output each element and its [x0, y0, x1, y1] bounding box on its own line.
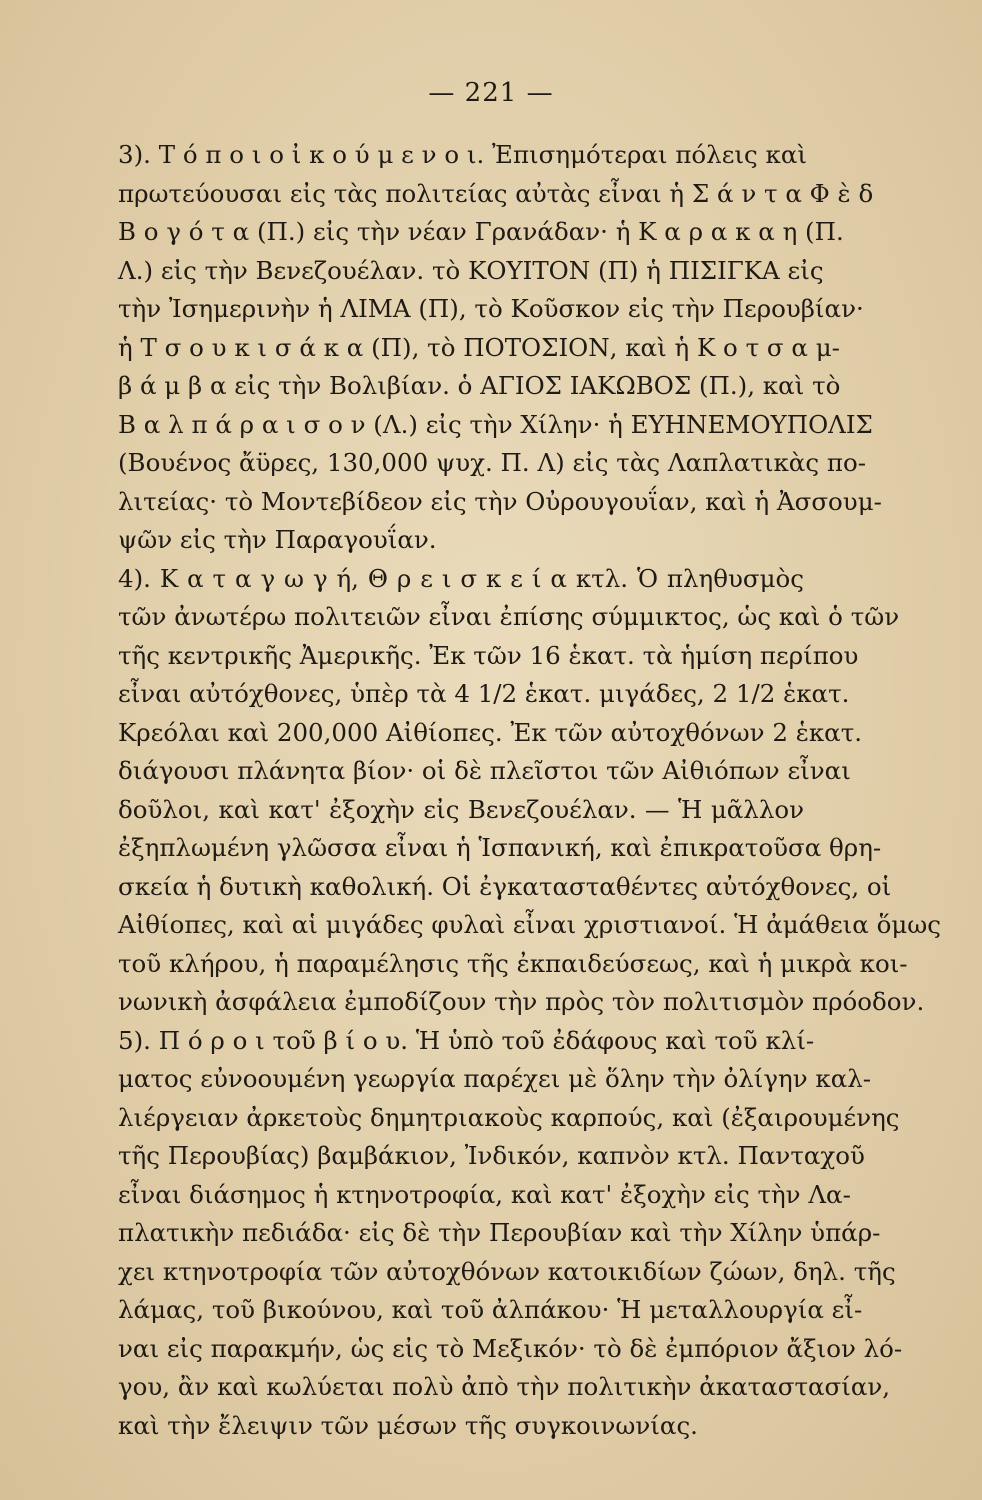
text-line: δοῦλοι, καὶ κατ' ἐξοχὴν εἰς Βενεζουέλαν. — Ἡ μᾶλλον — [118, 794, 804, 824]
text-line: β ά μ β α εἰς τὴν Βολιβίαν. ὁ ΑΓΙΟΣ ΙΑΚΩΒΟΣ (Π.), καὶ τὸ — [118, 371, 841, 400]
text-line: 3). Τ ό π ο ι ο ἰ κ ο ύ μ ε ν ο ι. Ἐπισημότεραι πόλεις καὶ — [118, 140, 807, 169]
text-line: λιέργειαν ἀρκετοὺς δημητριακοὺς καρπούς, καὶ (ἐξαιρουμένης — [118, 1102, 900, 1132]
text-line: (Βουένος ἄϋρες, 130,000 ψυχ. Π. Λ) εἰς τὰς Λαπλατικὰς πο- — [118, 448, 866, 477]
text-line: Β ο γ ό τ α (Π.) εἰς τὴν νέαν Γρανάδαν· ἡ Κ α ρ α κ α η (Π. — [118, 217, 844, 246]
page-number: — 221 — — [428, 78, 554, 108]
text-line: πρωτεύουσαι εἰς τὰς πολιτείας αὐτὰς εἶναι ἡ Σ ά ν τ α Φ ὲ δ — [118, 178, 874, 208]
text-line: διάγουσι πλάνητα βίον· οἱ δὲ πλεῖστοι τῶν Αἰθιόπων εἶναι — [118, 756, 851, 785]
text-line: λάμας, τοῦ βικούνου, καὶ τοῦ ἀλπάκου· Ἡ μεταλλουργία εἶ- — [118, 1295, 863, 1324]
text-line: νωνικὴ ἀσφάλεια ἐμποδίζουν τὴν πρὸς τὸν πολιτισμὸν πρόοδον. — [118, 987, 925, 1016]
text-line: εἶναι αὐτόχθονες, ὑπὲρ τὰ 4 1/2 ἑκατ. μιγάδες, 2 1/2 ἑκατ. — [118, 679, 850, 708]
text-line: ματος εὐνοουμένη γεωργία παρέχει μὲ ὅλην τὴν ὀλίγην καλ- — [118, 1064, 872, 1093]
text-line: πλατικὴν πεδιάδα· εἰς δὲ τὴν Περουβίαν καὶ τὴν Χίλην ὑπάρ- — [118, 1218, 881, 1247]
text-line: Λ.) εἰς τὴν Βενεζουέλαν. τὸ ΚΟΥΙΤΟΝ (Π) ἡ ΠΙΣΙΓΚΑ εἰς — [118, 255, 824, 285]
text-line: τὴν Ἰσημερινὴν ἡ ΛΙΜΑ (Π), τὸ Κοῦσκον εἰς τὴν Περουβίαν· — [118, 294, 864, 323]
text-line: καὶ τὴν ἔλειψιν τῶν μέσων τῆς συγκοινωνίας. — [118, 1410, 698, 1440]
text-line: γου, ἂν καὶ κωλύεται πολὺ ἀπὸ τὴν πολιτικὴν ἀκαταστασίαν, — [118, 1372, 891, 1401]
text-line: 5). Π ό ρ ο ι τοῦ β ί ο υ. Ἡ ὑπὸ τοῦ ἐδάφους καὶ τοῦ κλί- — [118, 1025, 815, 1055]
text-line: ἡ Τ σ ο υ κ ι σ ά κ α (Π), τὸ ΠΟΤΟΣΙΟΝ, καὶ ἡ Κ ο τ σ α μ- — [118, 332, 840, 362]
text-line: ναι εἰς παρακμήν, ὡς εἰς τὸ Μεξικόν· τὸ δὲ ἐμπόριον ἄξιον λό- — [118, 1333, 903, 1363]
text-line: Β α λ π ά ρ α ι σ ο ν (Λ.) εἰς τὴν Χίλην· ἡ ΕΥΗΝΕΜΟΥΠΟΛΙΣ — [118, 409, 873, 439]
text-line: ἐξηπλωμένη γλῶσσα εἶναι ἡ Ἱσπανική, καὶ ἐπικρατοῦσα θρη- — [118, 833, 882, 862]
text-line: χει κτηνοτροφία τῶν αὐτοχθόνων κατοικιδίων ζώων, δηλ. τῆς — [118, 1256, 896, 1286]
text-line: λιτείας· τὸ Μοντεβίδεον εἰς τὴν Οὐρουγουΐαν, καὶ ἡ Ἀσσουμ- — [118, 486, 882, 516]
text-line: τῆς Περουβίας) βαμβάκιον, Ἰνδικόν, καπνὸν κτλ. Πανταχοῦ — [118, 1141, 865, 1170]
text-line: σκεία ἡ δυτικὴ καθολική. Οἱ ἐγκατασταθέντες αὐτόχθονες, οἱ — [118, 871, 892, 901]
text-line: τῆς κεντρικῆς Ἀμερικῆς. Ἐκ τῶν 16 ἑκατ. τὰ ἡμίση περίπου — [118, 640, 859, 670]
text-line: Αἰθίοπες, καὶ αἱ μιγάδες φυλαὶ εἶναι χριστιανοί. Ἡ ἀμάθεια ὅμως — [118, 910, 941, 939]
text-line: Κρεόλαι καὶ 200,000 Αἰθίοπες. Ἐκ τῶν αὐτοχθόνων 2 ἑκατ. — [118, 717, 863, 747]
text-line: εἶναι διάσημος ἡ κτηνοτροφία, καὶ κατ' ἐξοχὴν εἰς τὴν Λα- — [118, 1179, 851, 1209]
text-line: τῶν ἀνωτέρω πολιτειῶν εἶναι ἐπίσης σύμμικτος, ὡς καὶ ὁ τῶν — [118, 602, 900, 631]
text-line: 4). Κ α τ α γ ω γ ή, Θ ρ ε ι σ κ ε ί α κτλ. Ὁ πληθυσμὸς — [118, 563, 804, 593]
body-text — [118, 136, 941, 1445]
text-line: ψῶν εἰς τὴν Παραγουΐαν. — [118, 525, 437, 554]
text-line: τοῦ κλήρου, ἡ παραμέλησις τῆς ἐκπαιδεύσεως, καὶ ἡ μικρὰ κοι- — [118, 948, 908, 978]
